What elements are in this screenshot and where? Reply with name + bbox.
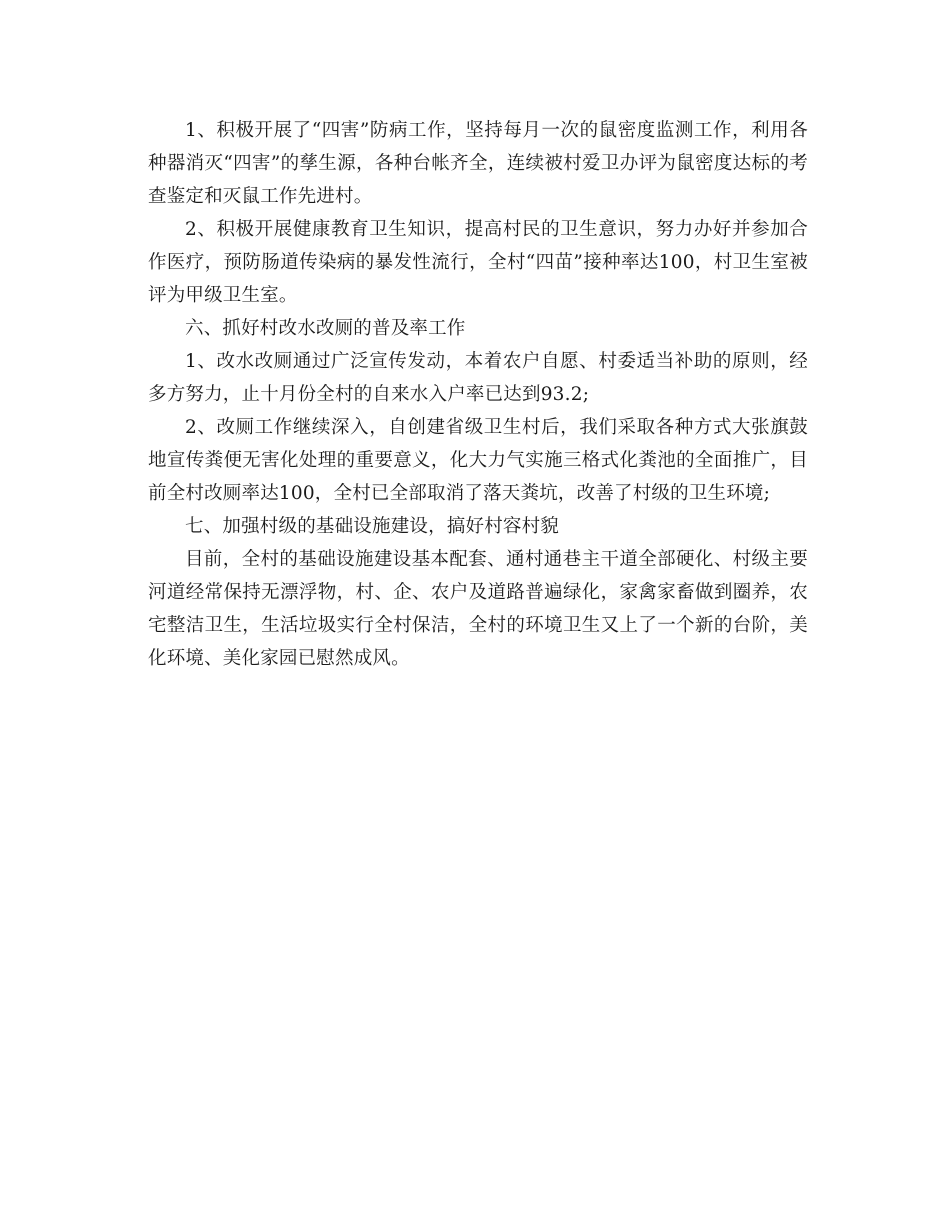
paragraph-health-education: 2、积极开展健康教育卫生知识，提高村民的卫生意识，努力办好并参加合作医疗，预防肠道传染病的暴发性流行，全村“四苗”接种率达100，村卫生室被评为甲级卫生室。 [148, 219, 808, 306]
paragraph-infrastructure: 目前，全村的基础设施建设基本配套、通村通巷主干道全部硬化、村级主要河道经常保持无漂浮物，村、企、农户及道路普遍绿化，家禽家畜做到圈养，农宅整洁卫生，生活垃圾实行全村保洁，全村的环境卫生又上了一个新的台阶，美化环境、美化家园已慰然成风。 [148, 549, 808, 669]
paragraph-toilet-renovation: 2、改厕工作继续深入，自创建省级卫生村后，我们采取各种方式大张旗鼓地宣传粪便无害化处理的重要意义，化大力气实施三格式化粪池的全面推广，目前全村改厕率达100，全村已全部取消了落天粪坑，改善了村级的卫生环境; [148, 417, 808, 504]
paragraph-water-supply: 1、改水改厕通过广泛宣传发动，本着农户自愿、村委适当补助的原则，经多方努力，止十月份全村的自来水入户率已达到93.2; [148, 351, 808, 405]
section-heading-infrastructure: 七、加强村级的基础设施建设，搞好村容村貌 [185, 516, 560, 537]
paragraph-rodent-control: 1、积极开展了“四害”防病工作，坚持每月一次的鼠密度监测工作，利用各种器消灭“四害”的孳生源，各种台帐齐全，连续被村爱卫办评为鼠密度达标的考查鉴定和灭鼠工作先进村。 [148, 120, 808, 207]
document-body [148, 114, 808, 675]
section-heading-water-toilet: 六、抓好村改水改厕的普及率工作 [185, 318, 466, 339]
